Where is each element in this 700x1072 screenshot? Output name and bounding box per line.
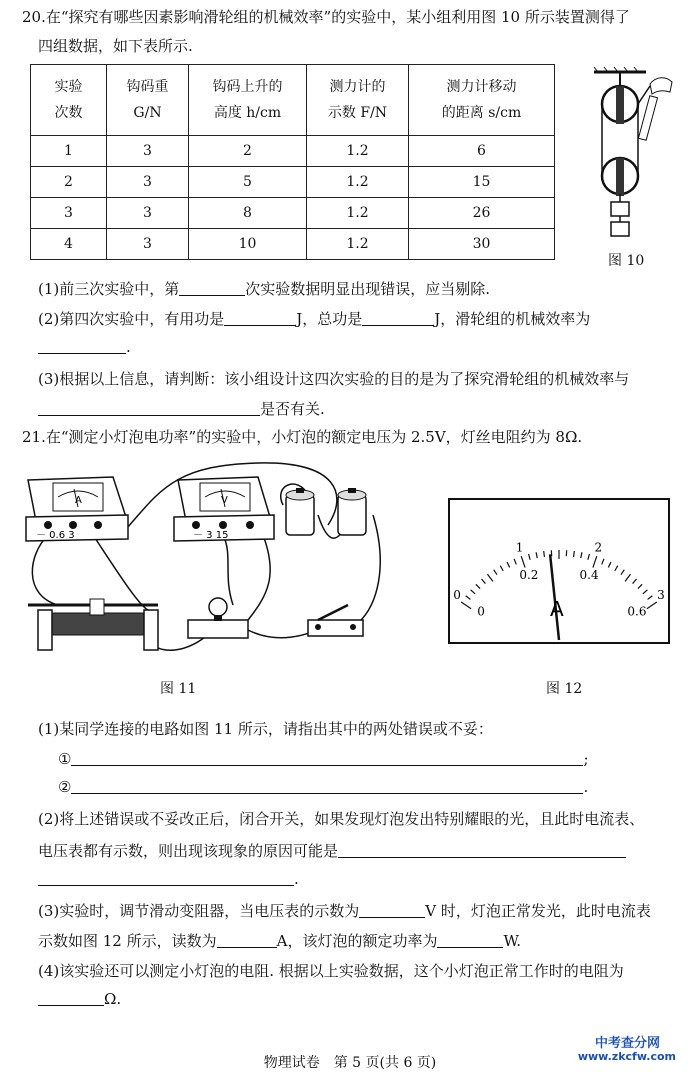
table-header-cell: 实验 次数 xyxy=(31,65,107,136)
dial-bottom-label: 0.4 xyxy=(579,567,599,582)
table-cell: 1 xyxy=(31,136,107,167)
light-bulb xyxy=(188,598,248,638)
rheostat xyxy=(28,599,158,650)
q21-intro: 21.在“测定小灯泡电功率”的实验中，小灯泡的额定电压为 2.5V，灯丝电阻约为 8Ω. xyxy=(22,428,583,446)
voltmeter-terminals: － 3 15 xyxy=(193,530,229,541)
switch xyxy=(308,605,363,636)
answer-blank[interactable] xyxy=(179,280,245,296)
table-cell: 1.2 xyxy=(307,198,409,229)
table-cell: 15 xyxy=(409,167,555,198)
answer-blank[interactable] xyxy=(71,778,583,794)
figure-11-caption: 图 11 xyxy=(160,681,197,697)
answer-blank[interactable] xyxy=(71,750,583,766)
dial-top-label: 2 xyxy=(594,540,603,555)
answer-blank[interactable] xyxy=(38,870,294,886)
dial-top-label: 3 xyxy=(657,588,665,603)
table-cell: 10 xyxy=(189,229,307,260)
q20-line-1: 20.在“探究有哪些因素影响滑轮组的机械效率”的实验中，某小组利用图 10 所示装置测得了 xyxy=(22,8,630,26)
dial-top-label: 1 xyxy=(515,540,524,555)
q21-part-2-cont: 电压表都有示数，则出现该现象的原因可能是 xyxy=(38,840,626,861)
table-row xyxy=(31,198,555,229)
table-row xyxy=(31,167,555,198)
table-cell: 6 xyxy=(409,136,555,167)
q21-part-3-cont: 示数如图 12 所示，读数为 A，该灯泡的额定功率为 W. xyxy=(38,932,522,950)
q20-part-2-cont: . xyxy=(38,338,131,356)
table-cell: 3 xyxy=(31,198,107,229)
battery xyxy=(338,488,366,535)
table-cell: 5 xyxy=(189,167,307,198)
table-cell: 1.2 xyxy=(307,229,409,260)
answer-blank[interactable] xyxy=(224,310,296,326)
dial-tick xyxy=(574,551,575,557)
dial-bottom-label: 0.6 xyxy=(627,604,647,619)
watermark-name: 中考查分网 xyxy=(594,1036,660,1051)
figure-12-caption: 图 12 xyxy=(546,681,583,697)
dial-unit: A xyxy=(550,597,564,621)
q21-answer-2: ② . xyxy=(58,778,589,796)
table-header-cell: 钩码上升的 高度 h/cm xyxy=(189,65,307,136)
table-cell: 1.2 xyxy=(307,136,409,167)
table-cell: 2 xyxy=(189,136,307,167)
table-cell: 2 xyxy=(31,167,107,198)
watermark-url: www.zkcfw.com xyxy=(577,1050,676,1063)
voltmeter-letter: V xyxy=(221,495,228,506)
q21-part-2: (2)将上述错误或不妥改正后，闭合开关，如果发现灯泡发出特别耀眼的光，且此时电流表、 xyxy=(38,810,645,828)
circuit-figure xyxy=(18,455,398,673)
table-header-cell: 测力计移动 的距离 s/cm xyxy=(409,65,555,136)
q20-part-1: (1)前三次实验中，第 次实验数据明显出现错误，应当剔除. xyxy=(38,280,491,298)
table-cell: 3 xyxy=(107,167,189,198)
answer-blank[interactable] xyxy=(217,932,277,948)
q20-line-2: 四组数据，如下表所示. xyxy=(38,37,193,55)
q20-part-3-cont: 是否有关. xyxy=(38,398,325,419)
dial-bottom-label: 0.2 xyxy=(519,567,539,582)
q20-part-2: (2)第四次实验中，有用功是 J，总功是 J，滑轮组的机械效率为 xyxy=(38,310,591,328)
ammeter-dial-figure xyxy=(448,498,670,644)
table-cell: 3 xyxy=(107,229,189,260)
q21-part-1: (1)某同学连接的电路如图 11 所示，请指出其中的两处错误或不妥： xyxy=(38,720,493,738)
q21-answer-1: ① ; xyxy=(58,750,589,768)
table-header-cell: 钩码重 G/N xyxy=(107,65,189,136)
battery xyxy=(286,488,314,535)
answer-blank[interactable] xyxy=(338,842,626,858)
q21-part-4-cont: Ω. xyxy=(38,990,121,1008)
table-cell: 8 xyxy=(189,198,307,229)
q21-part-3: (3)实验时，调节滑动变阻器，当电压表的示数为 V 时，灯泡正常发光，此时电流表 xyxy=(38,902,651,920)
q20-part-3: (3)根据以上信息，请判断：该小组设计这四次实验的目的是为了探究滑轮组的机械效率与 xyxy=(38,370,630,388)
dial-frame xyxy=(449,499,669,643)
table-cell: 4 xyxy=(31,229,107,260)
table-row xyxy=(31,229,555,260)
answer-blank[interactable] xyxy=(38,338,126,354)
table-cell: 26 xyxy=(409,198,555,229)
table-cell: 30 xyxy=(409,229,555,260)
answer-blank[interactable] xyxy=(38,400,260,416)
table-cell: 1.2 xyxy=(307,167,409,198)
data-table xyxy=(30,64,555,260)
table-cell: 3 xyxy=(107,198,189,229)
answer-blank[interactable] xyxy=(362,310,434,326)
dial-top-label: 0 xyxy=(453,588,461,603)
dial-tick xyxy=(544,551,545,557)
table-header-cell: 测力计的 示数 F/N xyxy=(307,65,409,136)
table-row xyxy=(31,136,555,167)
table-header-row xyxy=(31,65,555,136)
table-cell: 3 xyxy=(107,136,189,167)
answer-blank[interactable] xyxy=(38,990,104,1006)
page-footer: 物理试卷 第 5 页(共 6 页) xyxy=(263,1055,437,1071)
ammeter-letter: A xyxy=(75,495,82,506)
answer-blank[interactable] xyxy=(359,902,425,918)
q21-part-4: (4)该实验还可以测定小灯泡的电阻. 根据以上实验数据，这个小灯泡正常工作时的电阻为 xyxy=(38,962,624,980)
answer-blank[interactable] xyxy=(437,932,503,948)
dial-bottom-label: 0 xyxy=(477,604,485,619)
figure-10-caption: 图 10 xyxy=(608,253,645,269)
q21-part-2-end: . xyxy=(38,870,299,888)
pulley-system-figure xyxy=(590,66,680,241)
ammeter-terminals: － 0.6 3 xyxy=(36,530,75,541)
